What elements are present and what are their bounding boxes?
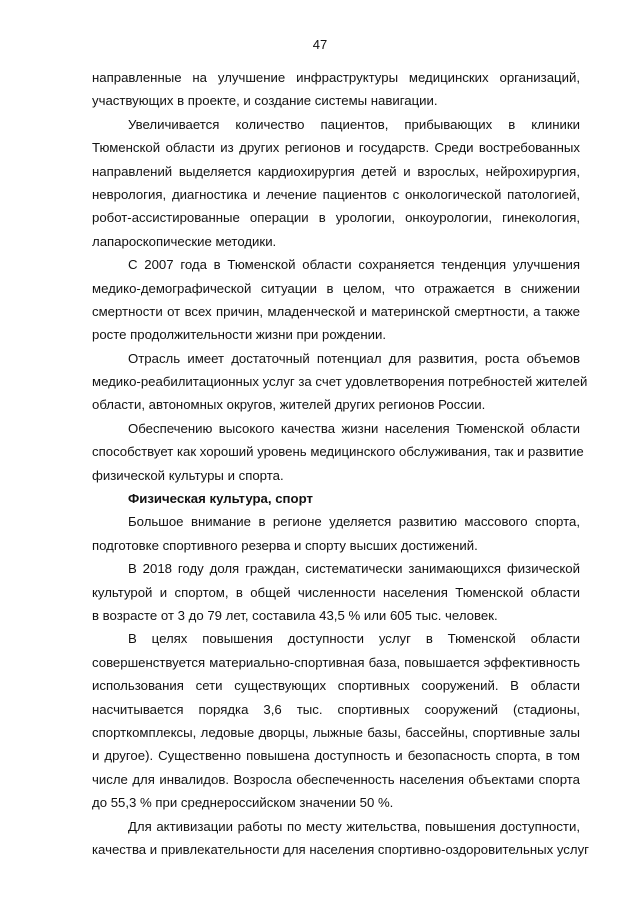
text-line: направлений выделяется кардиохирургия детей и взрослых, нейрохирургия, <box>92 163 580 179</box>
text-line: подготовке спортивного резерва и спорту высших достижений. <box>92 537 478 553</box>
text-line: В 2018 году доля граждан, систематически занимающихся физической <box>128 561 580 577</box>
text-line: до 55,3 % при среднероссийском значении 50 %. <box>92 795 394 811</box>
text-line: качества и привлекательности для населения спортивно-оздоровительных услуг <box>92 841 589 857</box>
text-line: культурой и спортом, в общей численности населения Тюменской области <box>92 584 580 600</box>
text-line: медико-демографической ситуации в целом, что отражается в снижении <box>92 280 580 296</box>
text-line: Отрасль имеет достаточный потенциал для развития, роста объемов <box>128 350 580 366</box>
text-line: способствует как хороший уровень медицинского обслуживания, так и развитие <box>92 444 584 460</box>
text-line: области, автономных округов, жителей других регионов России. <box>92 397 486 413</box>
text-line: направленные на улучшение инфраструктуры медицинских организаций, <box>92 70 580 85</box>
text-line: Тюменской области из других регионов и государств. Среди востребованных <box>92 140 580 156</box>
text-line: смертности от всех причин, младенческой и материнской смертности, а также <box>92 303 580 319</box>
text-line: медико-реабилитационных услуг за счет удовлетворения потребностей жителей <box>92 374 588 390</box>
text-line: росте продолжительности жизни при рождении. <box>92 327 387 343</box>
text-line: совершенствуется материально-спортивная база, повышается эффективность <box>92 654 580 670</box>
text-line: Увеличивается количество пациентов, прибывающих в клиники <box>128 116 580 132</box>
text-line: Большое внимание в регионе уделяется развитию массового спорта, <box>128 514 580 530</box>
text-line: насчитывается порядка 3,6 тыс. спортивных сооружений (стадионы, <box>92 701 580 717</box>
text-line: спорткомплексы, ледовые дворцы, лыжные базы, бассейны, спортивные залы <box>92 724 580 740</box>
text-line: Для активизации работы по месту жительства, повышения доступности, <box>128 818 580 834</box>
text-line: в возрасте от 3 до 79 лет, составила 43,5 % или 605 тыс. человек. <box>92 607 498 623</box>
section-heading: Физическая культура, спорт <box>128 491 313 507</box>
text-line: числе для инвалидов. Возросла обеспеченность населения объектами спорта <box>92 771 580 787</box>
text-line: В целях повышения доступности услуг в Тюменской области <box>128 631 580 647</box>
text-line: использования сети существующих спортивных сооружений. В области <box>92 678 580 694</box>
text-line: лапароскопические методики. <box>92 233 277 249</box>
text-line: и другое). Существенно повышена доступность и безопасность спорта, в том <box>92 748 580 764</box>
text-line: робот-ассистированные операции в урологии, онкоурологии, гинекология, <box>92 210 580 226</box>
text-line: С 2007 года в Тюменской области сохраняется тенденция улучшения <box>128 257 580 273</box>
text-line: Обеспечению высокого качества жизни населения Тюменской области <box>128 420 580 436</box>
text-line: неврология, диагностика и лечение пациентов с онкологической патологией, <box>92 186 580 202</box>
document-body <box>92 66 589 861</box>
text-line: физической культуры и спорта. <box>92 467 284 483</box>
page-number: 47 <box>312 37 328 52</box>
text-line: участвующих в проекте, и создание системы навигации. <box>92 93 438 109</box>
